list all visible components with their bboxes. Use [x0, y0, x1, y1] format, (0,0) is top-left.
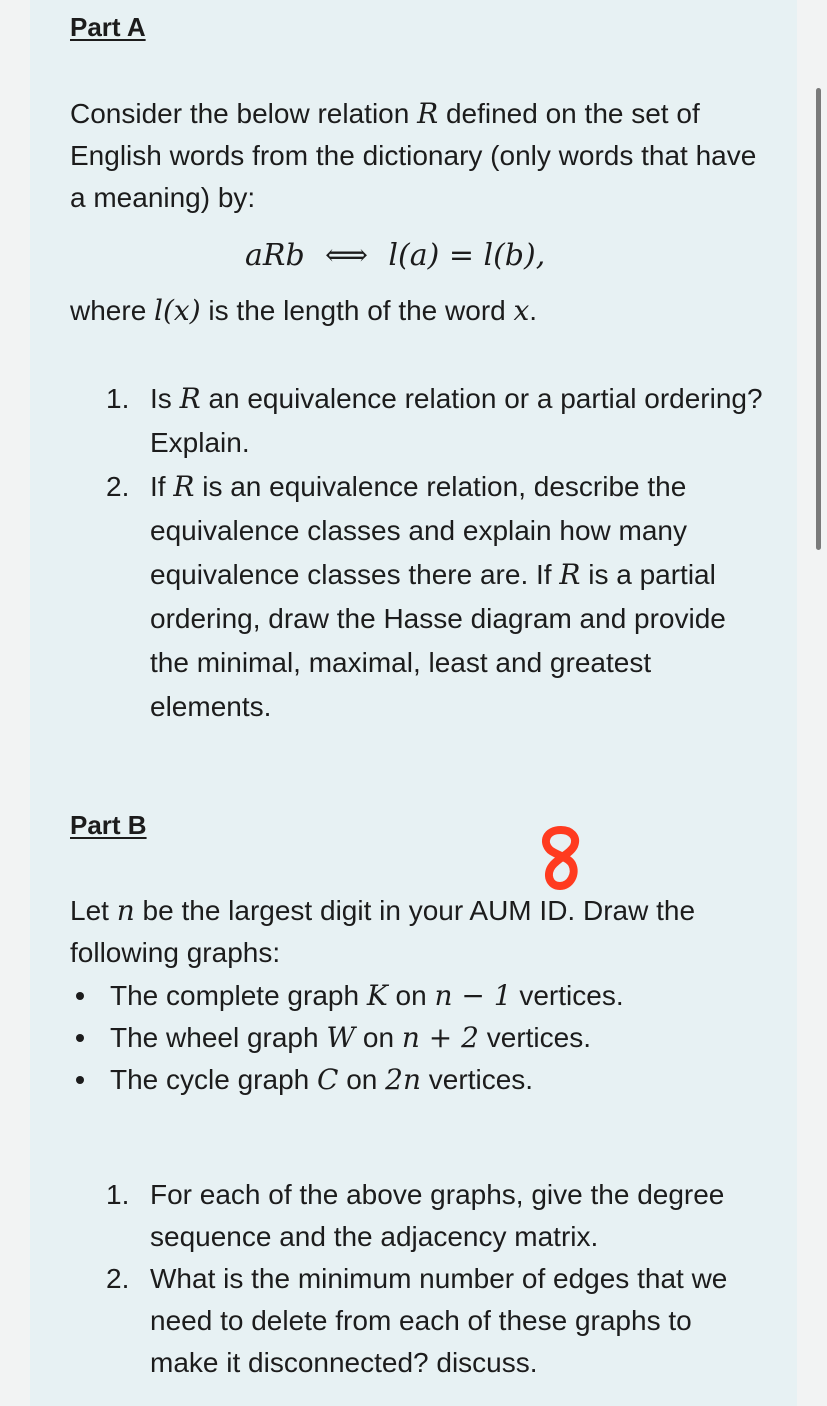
part-b-heading: Part B — [70, 810, 147, 840]
scrollbar[interactable] — [816, 88, 821, 550]
part-a-questions — [106, 377, 766, 729]
part-a-heading: Part A — [70, 12, 146, 42]
list-item: 1. Is R an equivalence relation or a partial ordering? Explain. — [106, 382, 763, 458]
relation-formula: aRb ⟺ l(a) = l(b), — [245, 238, 546, 273]
bullet-icon — [76, 992, 84, 1000]
part-b-questions — [106, 1174, 766, 1384]
handwritten-eight-annotation — [536, 824, 586, 898]
list-item: The cycle graph C on 2n vertices. — [70, 1059, 770, 1101]
graph-list — [70, 975, 770, 1101]
part-b-intro: Let n be the largest digit in your AUM ID. Draw the following graphs: — [70, 894, 696, 968]
list-item: 2. If R is an equivalence relation, describe the equivalence classes and explain how many equivalence classes there are. If R is a partial ordering, draw the Hasse diagram and provide the minimal, maximal, least and greatest elements. — [106, 470, 726, 722]
list-item: The wheel graph W on n + 2 vertices. — [70, 1017, 770, 1059]
length-definition: where l(x) is the length of the word x. — [70, 294, 538, 327]
bullet-icon — [76, 1076, 84, 1084]
list-item: The complete graph K on n − 1 vertices. — [70, 975, 770, 1017]
relation-symbol: R — [417, 97, 439, 130]
bullet-icon — [76, 1034, 84, 1042]
part-a-intro: Consider the below relation R defined on the set of English words from the dictionary (only words that have a meaning) by: — [70, 97, 757, 213]
list-item: 2. What is the minimum number of edges that we need to delete from each of these graphs to make it disconnected? discuss. — [106, 1263, 728, 1378]
list-item: 1. For each of the above graphs, give the degree sequence and the adjacency matrix. — [106, 1179, 725, 1252]
